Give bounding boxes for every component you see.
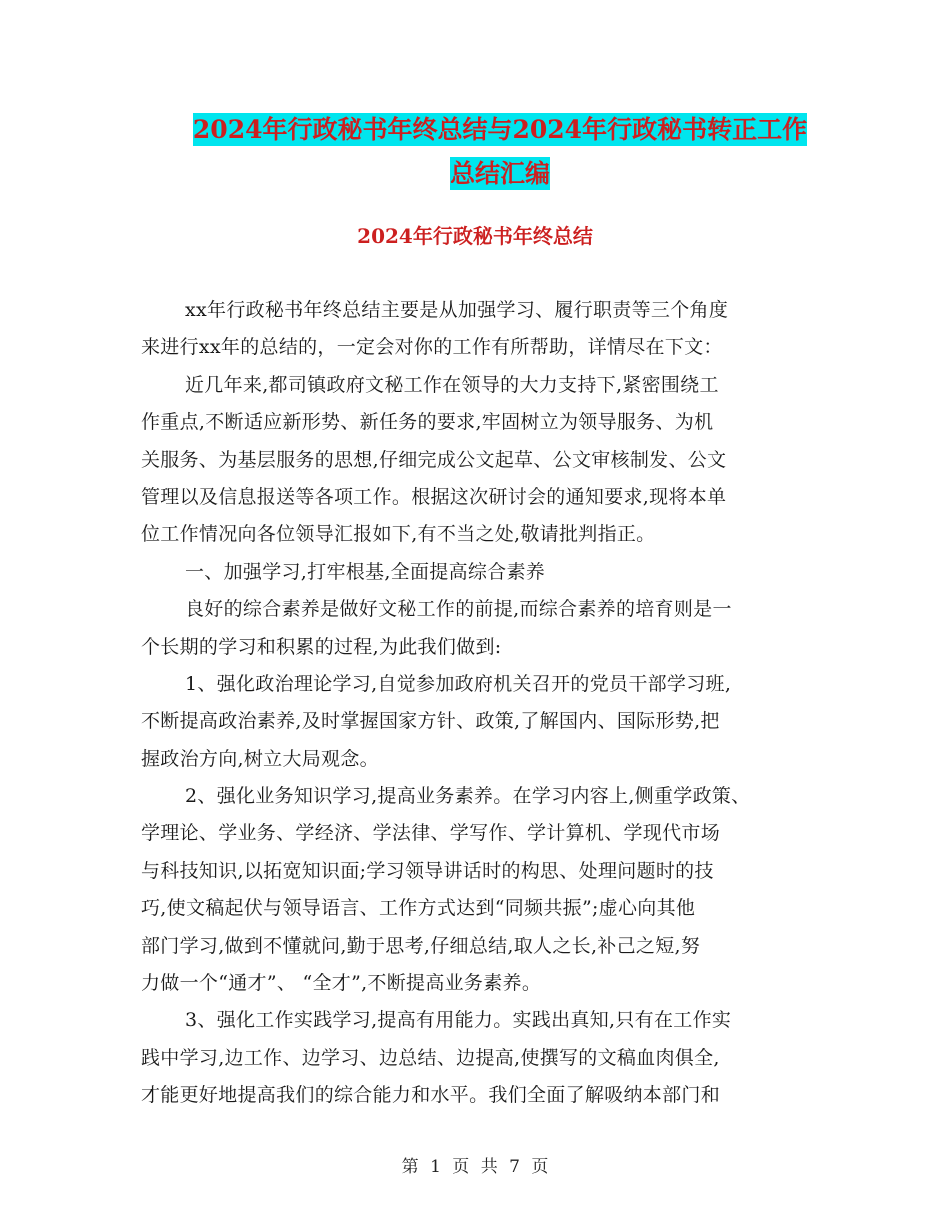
body-text-line: xx年行政秘书年终总结主要是从加强学习、履行职责等三个角度 [185, 299, 729, 321]
body-text-line: 不断提高政治素养,及时掌握国家方针、政策,了解国内、国际形势,把 [141, 710, 720, 733]
body-text-line: 良好的综合素养是做好文秘工作的前提,而综合素养的培育则是一 [185, 598, 732, 621]
body-text-line: 才能更好地提高我们的综合能力和水平。我们全面了解吸纳本部门和 [141, 1084, 721, 1107]
body-text-line: 2、强化业务知识学习,提高业务素养。在学习内容上,侧重学政策、 [185, 785, 751, 808]
document-title [140, 108, 860, 196]
body-text-line: 部门学习,做到不懂就问,勤于思考,仔细总结,取人之长,补己之短,努 [141, 934, 701, 957]
body-text-line: 与科技知识,以拓宽知识面;学习领导讲话时的构思、处理问题时的技 [141, 859, 714, 882]
body-text-line: 握政治方向,树立大局观念。 [141, 747, 379, 770]
body-text-line: 管理以及信息报送等各项工作。根据这次研讨会的通知要求,现将本单 [141, 485, 727, 508]
body-text-line: 学理论、学业务、学经济、学法律、学写作、学计算机、学现代市场 [141, 822, 721, 845]
document-title-line-1: 2024年行政秘书年终总结与2024年行政秘书转正工作 [192, 115, 808, 144]
body-text-line: 作重点,不断适应新形势、新任务的要求,牢固树立为领导服务、为机 [141, 411, 714, 434]
body-text-line: 1、强化政治理论学习,自觉参加政府机关召开的党员干部学习班, [185, 672, 732, 695]
body-text-line: 个长期的学习和积累的过程,为此我们做到: [141, 635, 502, 658]
page-footer: 第 1 页 共 7 页 [401, 1157, 549, 1177]
body-text-line: 关服务、为基层服务的思想,仔细完成公文起草、公文审核制发、公文 [141, 448, 727, 471]
body-text-line: 3、强化工作实践学习,提高有用能力。实践出真知,只有在工作实 [185, 1009, 732, 1032]
body-text-line: 一、加强学习,打牢根基,全面提高综合素养 [185, 560, 546, 583]
body-text-line: 践中学习,边工作、边学习、边总结、边提高,使撰写的文稿血肉俱全, [141, 1046, 720, 1069]
body-text-line: 位工作情况向各位领导汇报如下,有不当之处,敬请批判指正。 [141, 523, 656, 546]
body-text-line: 来进行xx年的总结的，一定会对你的工作有所帮助，详情尽在下文： [141, 336, 723, 359]
document-title-line-2: 总结汇编 [449, 159, 550, 188]
body-text-line: 力做一个“通才”、 “全才”,不断提高业务素养。 [141, 972, 542, 995]
body-text-line: 近几年来,都司镇政府文秘工作在领导的大力支持下,紧密围绕工 [185, 373, 719, 396]
section-title: 2024年行政秘书年终总结 [357, 224, 593, 248]
body-text-line: 巧,使文稿起伏与领导语言、工作方式达到“同频共振”;虚心向其他 [141, 897, 696, 920]
document-body [141, 292, 821, 1115]
